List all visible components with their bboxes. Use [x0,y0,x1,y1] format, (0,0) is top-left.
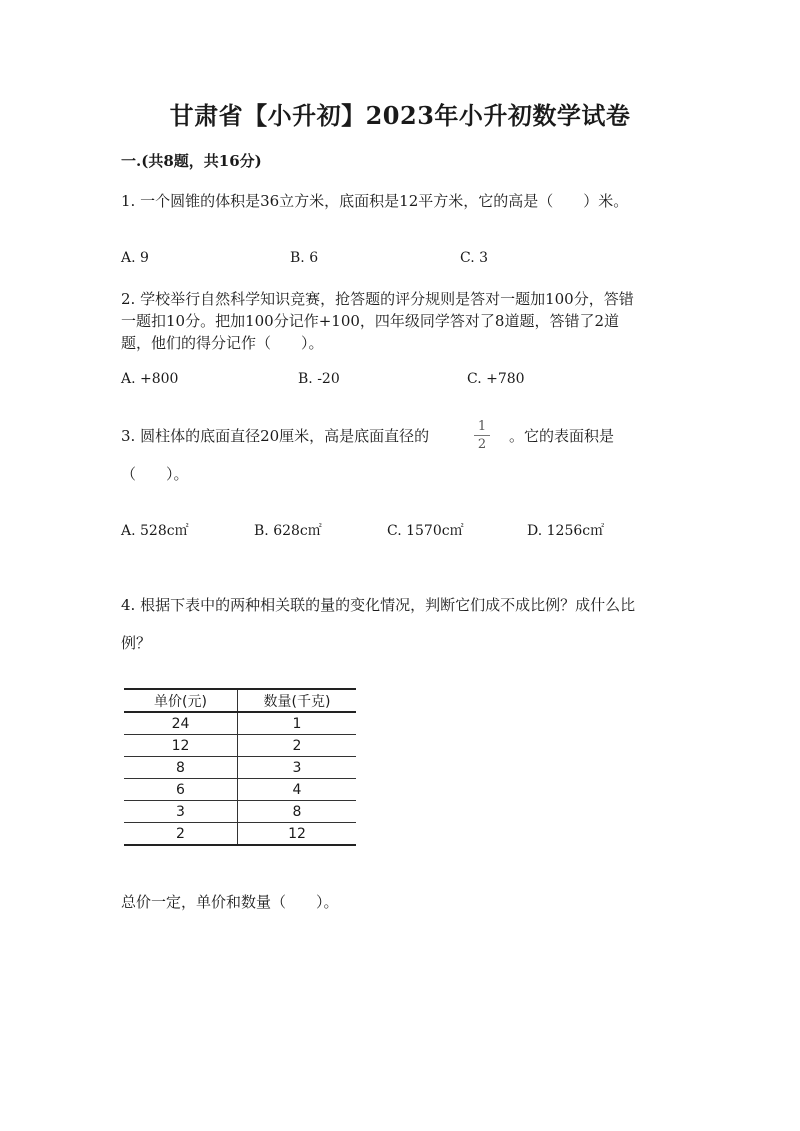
question-1-option-b: B. 6 [290,250,319,266]
question-3-text-before: 3. 圆柱体的底面直径20厘米，高是底面直径的 [121,427,430,445]
table-row [124,801,356,823]
question-3-option-a: A. 528c㎡ [121,523,189,539]
table-cell-quantity: 2 [238,735,357,757]
table-cell-price: 2 [124,823,238,846]
table-row [124,757,356,779]
table-cell-quantity: 8 [238,801,357,823]
table-header-unit-price: 单价(元) [124,689,238,712]
table-row [124,735,356,757]
question-2-line-1: 2. 学校举行自然科学知识竞赛，抢答题的评分规则是答对一题加100分，答错 [121,290,634,308]
question-1-option-c: C. 3 [460,250,489,266]
fraction-bar [474,435,490,436]
table-cell-quantity: 12 [238,823,357,846]
question-2-option-c: C. +780 [467,371,525,387]
fraction-one-half [474,420,490,451]
section-heading: 一.(共8题，共16分) [121,152,262,170]
question-3-option-c: C. 1570c㎡ [387,523,464,539]
table-row [124,779,356,801]
table-cell-price: 3 [124,801,238,823]
fraction-denominator: 2 [477,437,487,452]
table-cell-price: 12 [124,735,238,757]
price-quantity-table [124,688,356,846]
table-cell-quantity: 3 [238,757,357,779]
question-1-option-a: A. 9 [121,250,149,266]
table-row [124,712,356,735]
table-cell-price: 8 [124,757,238,779]
question-3-text-after: 。它的表面积是 [509,427,615,445]
question-4-conclusion: 总价一定，单价和数量（ ）。 [121,893,339,911]
table-row [124,823,356,846]
question-2-option-a: A. +800 [121,371,179,387]
question-3-option-b: B. 628c㎡ [254,523,322,539]
question-4-line-2: 例？ [121,634,152,652]
page-title: 甘肃省【小升初】2023年小升初数学试卷 [169,101,631,130]
fraction-numerator: 1 [477,419,487,434]
table-header-quantity: 数量(千克) [238,689,357,712]
question-2-line-2: 一题扣10分。把加100分记作+100，四年级同学答对了8道题，答错了2道 [121,312,620,330]
question-2-line-3: 题，他们的得分记作（ ）。 [121,334,324,352]
question-1-text: 1. 一个圆锥的体积是36立方米，底面积是12平方米，它的高是（ ）米。 [121,192,629,210]
table-cell-quantity: 1 [238,712,357,735]
question-3-line-2: （ ）。 [121,465,189,483]
question-3-option-d: D. 1256c㎡ [527,523,605,539]
table-cell-quantity: 4 [238,779,357,801]
table-cell-price: 24 [124,712,238,735]
table-cell-price: 6 [124,779,238,801]
question-2-option-b: B. -20 [298,371,340,387]
question-4-line-1: 4. 根据下表中的两种相关联的量的变化情况，判断它们成不成比例？成什么比 [121,596,636,614]
